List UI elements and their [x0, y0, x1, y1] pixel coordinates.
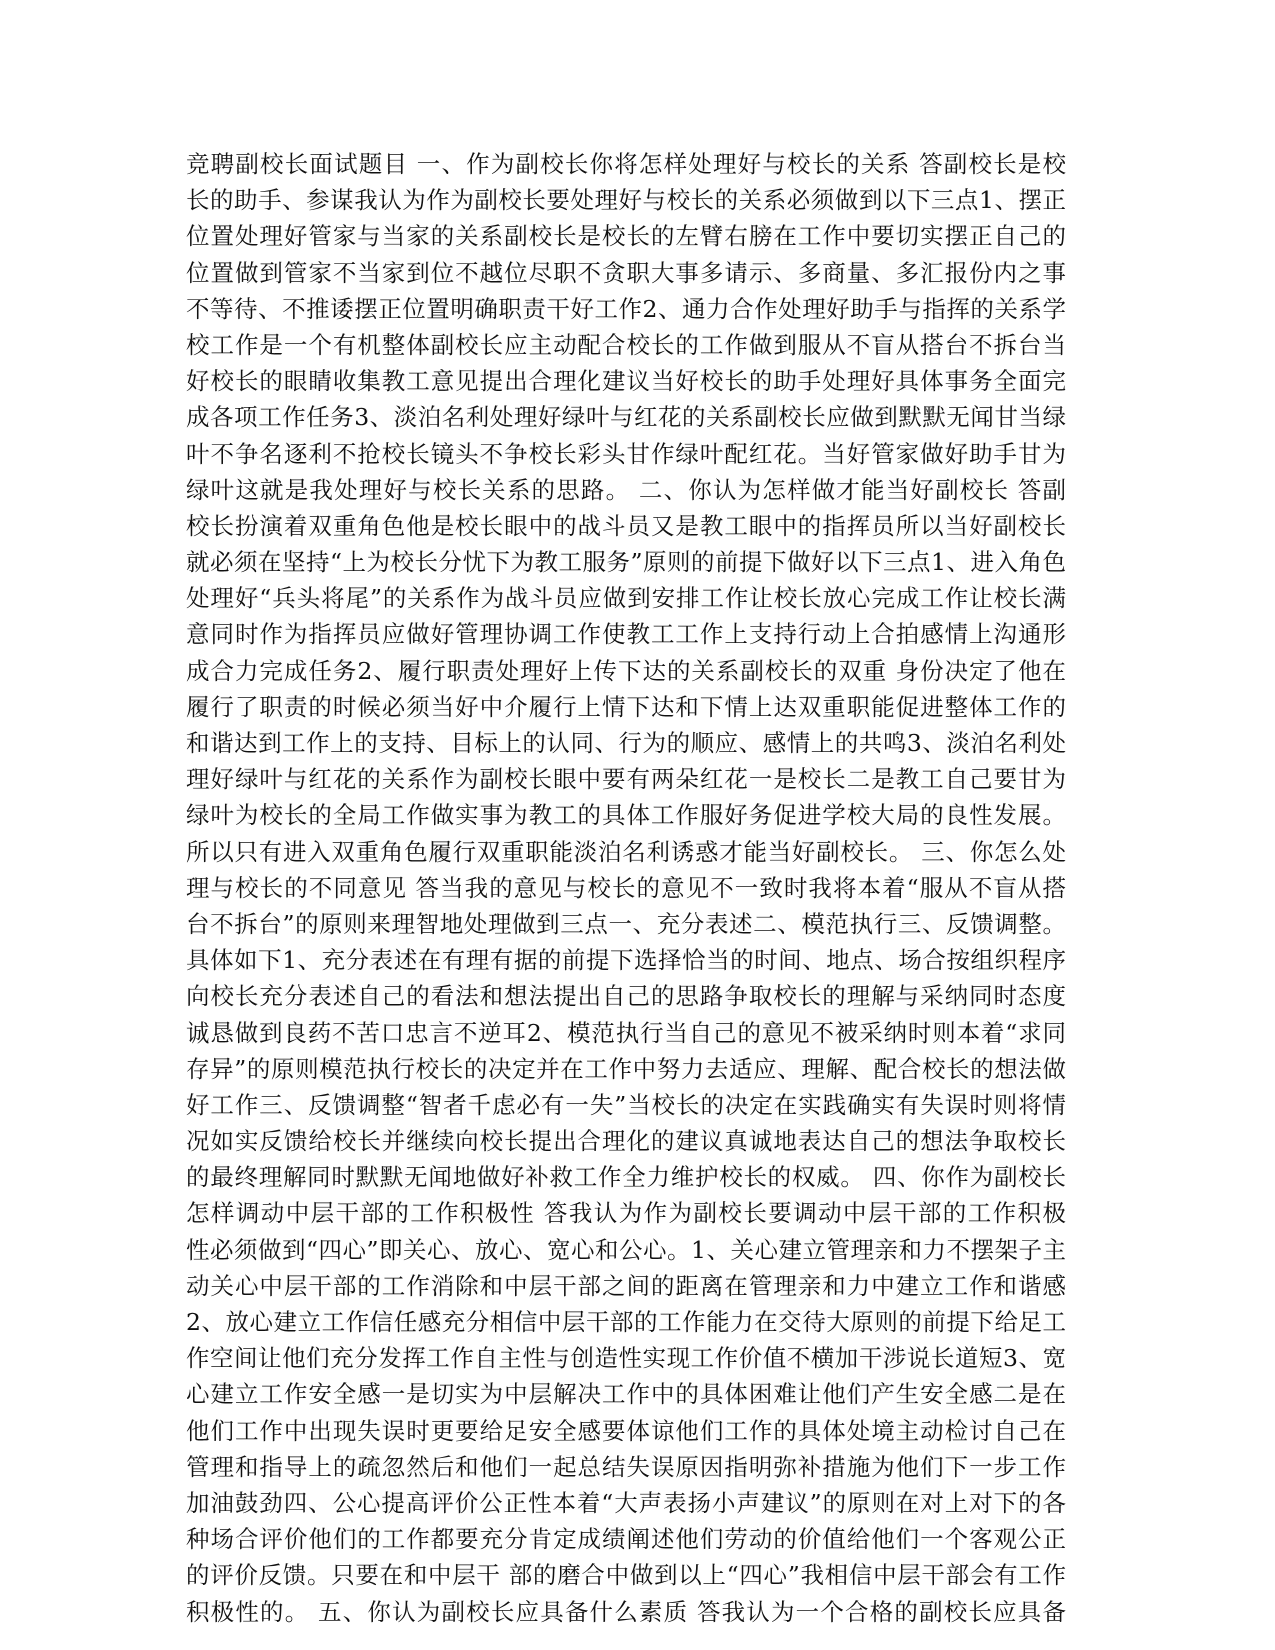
text-line: 理与校长的不同意见 答当我的意见与校长的意见不一致时我将本着“服从不盲从搭 [186, 873, 1066, 902]
text-line: 好校长的眼睛收集教工意见提出合理化建议当好校长的助手处理好具体事务全面完 [186, 367, 1066, 396]
text-line: 心建立工作安全感一是切实为中层解决工作中的具体困难让他们产生安全感二是在 [186, 1380, 1066, 1409]
text-line: 存异”的原则模范执行校长的决定并在工作中努力去适应、理解、配合校长的想法做 [186, 1054, 1066, 1083]
text-line: 绿叶这就是我处理好与校长关系的思路。 二、你认为怎样做才能当好副校长 答副 [186, 475, 1066, 504]
text-line: 竞聘副校长面试题目 一、作为副校长你将怎样处理好与校长的关系 答副校长是校 [186, 150, 1066, 178]
body-text [186, 146, 1066, 1630]
text-line: 不等待、不推诿摆正位置明确职责干好工作2、通力合作处理好助手与指挥的关系学 [186, 294, 1066, 323]
text-line: 种场合评价他们的工作都要充分肯定成绩阐述他们劳动的价值给他们一个客观公正 [186, 1525, 1066, 1554]
text-line: 校长扮演着双重角色他是校长眼中的战斗员又是教工眼中的指挥员所以当好副校长 [186, 511, 1066, 540]
text-line: 和谐达到工作上的支持、目标上的认同、行为的顺应、感情上的共鸣3、淡泊名利处 [186, 729, 1066, 757]
text-line: 作空间让他们充分发挥工作自主性与创造性实现工作价值不横加干涉说长道短3、宽 [186, 1344, 1066, 1373]
text-line: 位置处理好管家与当家的关系副校长是校长的左臂右膀在工作中要切实摆正自己的 [186, 222, 1066, 251]
text-line: 位置做到管家不当家到位不越位尽职不贪职大事多请示、多商量、多汇报份内之事 [186, 258, 1066, 287]
text-line: 况如实反馈给校长并继续向校长提出合理化的建议真诚地表达自己的想法争取校长 [186, 1127, 1066, 1156]
text-line: 加油鼓劲四、公心提高评价公正性本着“大声表扬小声建议”的原则在对上对下的各 [186, 1488, 1066, 1517]
text-line: 长的助手、参谋我认为作为副校长要处理好与校长的关系必须做到以下三点1、摆正 [186, 186, 1066, 215]
text-line: 所以只有进入双重角色履行双重职能淡泊名利诱惑才能当好副校长。 三、你怎么处 [186, 837, 1066, 866]
text-line: 的评价反馈。只要在和中层干 部的磨合中做到以上“四心”我相信中层干部会有工作 [186, 1561, 1066, 1590]
text-line: 绿叶为校长的全局工作做实事为教工的具体工作服好务促进学校大局的良性发展。 [186, 801, 1066, 830]
text-line: 履行了职责的时候必须当好中介履行上情下达和下情上达双重职能促进整体工作的 [186, 692, 1066, 721]
text-line: 具体如下1、充分表述在有理有据的前提下选择恰当的时间、地点、场合按组织程序 [186, 946, 1066, 975]
text-line: 成各项工作任务3、淡泊名利处理好绿叶与红花的关系副校长应做到默默无闻甘当绿 [186, 403, 1066, 432]
text-line: 台不拆台”的原则来理智地处理做到三点一、充分表述二、模范执行三、反馈调整。 [186, 909, 1066, 938]
text-line: 理好绿叶与红花的关系作为副校长眼中要有两朵红花一是校长二是教工自己要甘为 [186, 765, 1066, 794]
text-line: 怎样调动中层干部的工作积极性 答我认为作为副校长要调动中层干部的工作积极 [186, 1199, 1066, 1228]
text-line: 好工作三、反馈调整“智者千虑必有一失”当校长的决定在实践确实有失误时则将情 [186, 1090, 1066, 1119]
text-line: 2、放心建立工作信任感充分相信中层干部的工作能力在交待大原则的前提下给足工 [186, 1308, 1066, 1336]
text-line: 处理好“兵头将尾”的关系作为战斗员应做到安排工作让校长放心完成工作让校长满 [186, 584, 1066, 613]
text-line: 校工作是一个有机整体副校长应主动配合校长的工作做到服从不盲从搭台不拆台当 [186, 330, 1066, 359]
text-line: 成合力完成任务2、履行职责处理好上传下达的关系副校长的双重 身份决定了他在 [186, 656, 1066, 685]
text-line: 叶不争名逐利不抢校长镜头不争校长彩头甘作绿叶配红花。当好管家做好助手甘为 [186, 439, 1066, 468]
text-line: 管理和指导上的疏忽然后和他们一起总结失误原因指明弥补措施为他们下一步工作 [186, 1452, 1066, 1481]
text-line: 积极性的。 五、你认为副校长应具备什么素质 答我认为一个合格的副校长应具备 [186, 1597, 1066, 1626]
text-line: 就必须在坚持“上为校长分忧下为教工服务”原则的前提下做好以下三点1、进入角色 [186, 548, 1066, 577]
text-line: 诚恳做到良药不苦口忠言不逆耳2、模范执行当自己的意见不被采纳时则本着“求同 [186, 1018, 1066, 1047]
text-line: 他们工作中出现失误时更要给足安全感要体谅他们工作的具体处境主动检讨自己在 [186, 1416, 1066, 1445]
text-line: 的最终理解同时默默无闻地做好补救工作全力维护校长的权威。 四、你作为副校长 [186, 1163, 1066, 1192]
text-line: 动关心中层干部的工作消除和中层干部之间的距离在管理亲和力中建立工作和谐感 [186, 1271, 1066, 1300]
text-line: 性必须做到“四心”即关心、放心、宽心和公心。1、关心建立管理亲和力不摆架子主 [186, 1235, 1066, 1264]
text-line: 向校长充分表述自己的看法和想法提出自己的思路争取校长的理解与采纳同时态度 [186, 982, 1066, 1011]
text-line: 意同时作为指挥员应做好管理协调工作使教工工作上支持行动上合拍感情上沟通形 [186, 620, 1066, 649]
